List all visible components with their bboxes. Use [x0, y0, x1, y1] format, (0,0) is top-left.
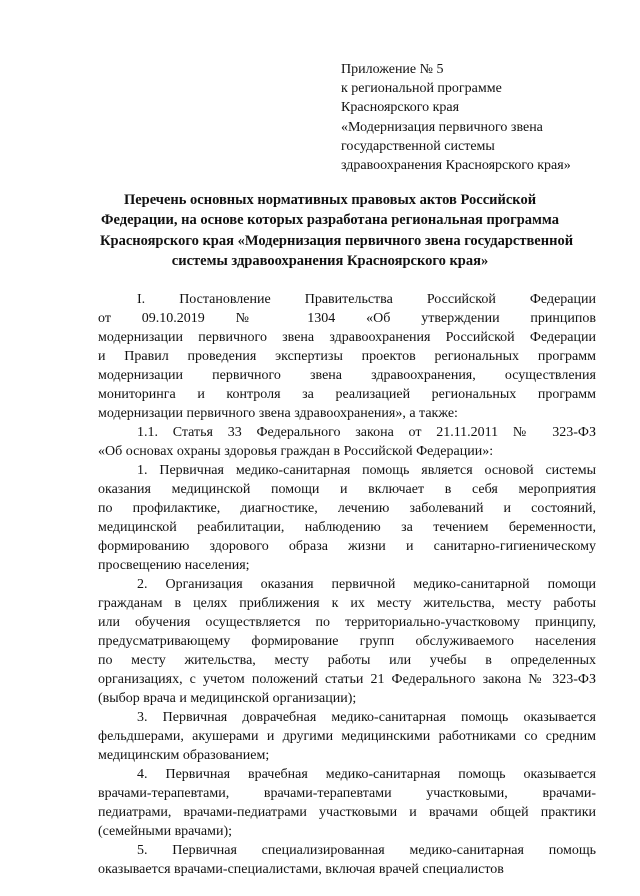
- appendix-line: к региональной программе: [341, 81, 502, 97]
- paragraph-line: организациях, с учетом положений статьи 21 Федерального закона № 323-ФЗ: [98, 672, 596, 687]
- paragraph: [98, 841, 596, 879]
- paragraph-line: по профилактике, диагностике, лечению заболеваний и состояний,: [98, 501, 596, 516]
- paragraph: [98, 461, 596, 575]
- appendix-line: Приложение № 5: [341, 62, 444, 77]
- paragraph-line: гражданам в целях приближения к их месту жительства, месту работы: [98, 596, 596, 611]
- document-title: [100, 190, 574, 272]
- document-body: [98, 290, 596, 879]
- title-line: Перечень основных нормативных правовых актов Российской: [123, 192, 537, 208]
- paragraph-line: модернизации первичного звена здравоохранения, осуществления: [98, 368, 596, 383]
- paragraph-line: модернизации первичного звена здравоохранения Российской Федерации: [98, 330, 596, 345]
- paragraph-line: 5. Первичная специализированная медико-санитарная помощь: [137, 843, 596, 858]
- paragraph: [98, 765, 596, 841]
- appendix-line: Красноярского края: [341, 100, 460, 116]
- paragraph-line: оказывается врачами-специалистами, включая врачей специалистов: [98, 862, 504, 877]
- paragraph-line: медицинским образованием;: [98, 748, 270, 763]
- paragraph: [98, 575, 596, 708]
- appendix-header: [341, 60, 621, 175]
- paragraph-line: по месту жительства, месту работы или учебы в определенных: [98, 653, 596, 668]
- paragraph-line: фельдшерами, акушерами и другими медицинскими работниками со средним: [98, 729, 596, 744]
- paragraph-line: 2. Организация оказания первичной медико-санитарной помощи: [137, 577, 596, 592]
- paragraph-line: и Правил проведения экспертизы проектов региональных программ: [98, 349, 596, 364]
- paragraph-line: или обучения осуществляется по территориально-участковому принципу,: [98, 615, 596, 630]
- paragraph-line: 1.1. Статья 33 Федерального закона от 21.11.2011 № 323-ФЗ: [137, 425, 596, 440]
- paragraph: [98, 290, 596, 423]
- paragraph-line: педиатрами, врачами-педиатрами участковыми и врачами общей практики: [98, 805, 596, 820]
- appendix-line: здравоохранения Красноярского края»: [341, 158, 571, 174]
- appendix-line: «Модернизация первичного звена: [341, 119, 543, 135]
- paragraph: [98, 708, 596, 765]
- paragraph-line: «Об основах охраны здоровья граждан в Российской Федерации»:: [98, 444, 494, 459]
- title-line: системы здравоохранения Красноярского края»: [171, 253, 489, 270]
- paragraph-line: формированию здорового образа жизни и санитарно-гигиеническому: [98, 539, 596, 554]
- title-line: Красноярского края «Модернизация первичного звена государственной: [100, 232, 574, 249]
- paragraph-line: 4. Первичная врачебная медико-санитарная помощь оказывается: [137, 767, 596, 782]
- paragraph-line: I. Постановление Правительства Российской Федерации: [137, 292, 596, 307]
- paragraph-line: от 09.10.2019 № 1304 «Об утверждении принципов: [98, 311, 596, 326]
- title-line: Федерации, на основе которых разработана региональная программа: [101, 212, 559, 229]
- paragraph-line: мониторинга и контроля за реализацией региональных программ: [98, 387, 596, 402]
- paragraph-line: врачами-терапевтами, врачами-терапевтами участковыми, врачами-: [98, 786, 596, 801]
- paragraph-line: оказания медицинской помощи и включает в себя мероприятия: [98, 482, 596, 497]
- paragraph: [98, 423, 596, 461]
- paragraph-line: просвещению населения;: [98, 558, 250, 573]
- paragraph-line: 1. Первичная медико-санитарная помощь является основой системы: [137, 463, 596, 478]
- paragraph-line: предусматривающему формирование групп обслуживаемого населения: [98, 634, 596, 649]
- paragraph-line: медицинской реабилитации, наблюдению за течением беременности,: [98, 520, 596, 535]
- paragraph-line: (семейными врачами);: [98, 824, 232, 839]
- paragraph-line: 3. Первичная доврачебная медико-санитарная помощь оказывается: [137, 710, 596, 725]
- paragraph-line: модернизации первичного звена здравоохранения», а также:: [98, 406, 458, 421]
- paragraph-line: (выбор врача и медицинской организации);: [98, 691, 357, 706]
- appendix-line: государственной системы: [341, 138, 495, 154]
